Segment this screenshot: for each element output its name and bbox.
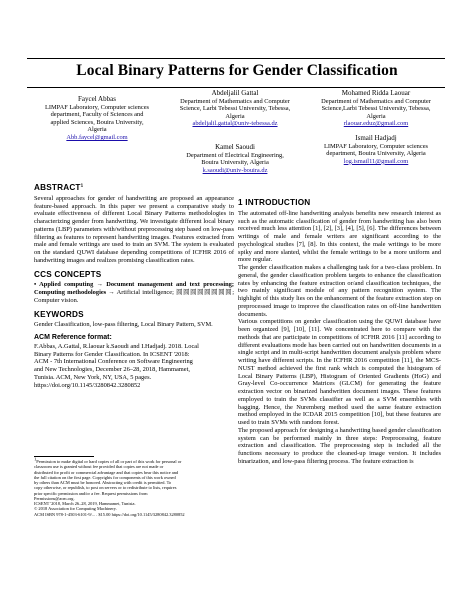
author-block	[306, 135, 446, 165]
footnote-line: classroom use is granted without fee provided that copies are not made or	[34, 464, 164, 470]
right-column	[238, 199, 441, 466]
footnote-line: the full citation on the first page. Copyrights for components of this work owned	[34, 474, 176, 480]
keywords-text: Gender Classification, low-pass filtering, Local Binary Pattern, SVM.	[34, 321, 213, 329]
footnote-line: ICSENT '2018, March 26–28, 2019, Hammamet, Tunisia.	[34, 501, 136, 506]
footnote-line: © 2018 Association for Computing Machinery.	[34, 506, 117, 512]
footnote-line: Permissions@acm.org.	[34, 495, 75, 501]
author-affiliation: LIMPAF Laboratory, Computer sciences	[44, 103, 150, 111]
author-name: Faycel Abbas	[78, 95, 116, 103]
footnote-line: by others than ACM must be honored. Abstracting with credit is permitted. To	[34, 480, 172, 485]
intro-paragraph: The gender classification makes a challenging task for a two-class problem. In general, the gender classification problem targets to enhance the classification rates by enhancing the feature extraction or/and classification techniques, the two mainly significant module of any pattern recognition system. The highlight of this study lies on the enhancement of the feature extraction step on preprocessed image to improve the classification rates on off-line handwritten documents.	[238, 264, 441, 318]
author-email-link[interactable]: rlaouar.eduz@gmail.com	[343, 120, 409, 128]
title-rule-top	[27, 58, 445, 59]
author-name: Mohamed Ridda Laouar	[341, 89, 411, 97]
reference-doi-link[interactable]: https://doi.org/10.1145/3280842.3280852	[34, 381, 141, 389]
author-block	[34, 96, 160, 142]
footnote-line: copy otherwise, or republish, to post on servers or to redistribute to lists, requires	[34, 485, 177, 491]
abstract-footnote-marker: 1	[80, 182, 84, 188]
footnote-rule	[34, 456, 94, 457]
author-affiliation: Algeria	[225, 112, 245, 120]
abstract-text: Several approaches for gender of handwriting are proposed an appearance feature-based approach. In this paper we present a comparative study to evaluate effectiveness of different Local Binary Patterns methodologies in characterizing gender from handwriting. We investigate different local binary patterns (LBP) parameters with/without preprocessing step based on low-pass filtering as features to represent handwriting images. Features extracted from male and female writings are used to train an SVM. The system is evaluated on the standard QUWI database depending competitions of ICFHR 2016 of handwriting images and realizes promising classification rates.	[34, 194, 234, 264]
author-email-link[interactable]: k.saoudi@univ-bouira.dz	[202, 166, 268, 174]
author-affiliation: Department of Mathematics and Computer	[321, 97, 431, 105]
author-affiliation: department, Faculty of Sciences and	[50, 111, 144, 119]
footnote-line: ACM ISBN 978-1-4503-6101-9/... . $15.00 https://doi.org/10.1145/3280842.3280852	[34, 511, 185, 517]
title-rule-bottom	[27, 87, 445, 88]
left-column	[34, 184, 234, 389]
author-affiliation: Department of Electrical Engineering,	[186, 151, 284, 159]
ccs-heading: CCS CONCEPTS	[34, 269, 102, 279]
keywords-heading: KEYWORDS	[34, 309, 84, 319]
author-affiliation: Science,Larbi Tebessi University, Tebessa,	[321, 105, 431, 113]
footnote-line: $^1$Permission to make digital or hard copies of all or part of this work for personal or	[34, 456, 182, 464]
author-name: Ismail Hadjadj	[355, 134, 397, 142]
footnote-marker: 1	[34, 456, 37, 462]
reference-line: and New Technologies, December 26–28, 2018, Hammamet,	[34, 366, 190, 373]
reference-format-heading: ACM Reference format:	[34, 334, 112, 341]
author-affiliation: Algeria	[366, 112, 386, 120]
footnote-line: prior specific permission and/or a fee. Request permissions from	[34, 490, 148, 496]
reference-line: Tunisia. ACM, New York, NY, USA, 5 pages.	[34, 373, 152, 381]
author-email-link[interactable]: abdeljalil.gattal@univ-tebessa.dz	[192, 120, 278, 128]
author-name: Kamel Saoudi	[215, 143, 255, 151]
author-affiliation: applied Sciences, Bouira University,	[50, 118, 144, 126]
footnote-line: distributed for profit or commercial advantage and that copies bear this notice and	[34, 469, 179, 475]
author-email-link[interactable]: Abb.faycel@gmail.com	[66, 133, 128, 141]
author-affiliation: Algeria	[87, 126, 107, 134]
introduction-heading: 1 INTRODUCTION	[238, 198, 311, 207]
reference-line: Binary Patterns for Gender Classification. In ICSENT '2018:	[34, 350, 190, 358]
paper-title: Local Binary Patterns for Gender Classification	[76, 62, 398, 79]
reference-line: F.Abbas, A.Gattal, R.laouar k.Saoudi and I.Hadjadj. 2018. Local	[34, 342, 199, 350]
reference-line: ACM - 7th International Conference on Software Engineering	[34, 358, 193, 366]
intro-paragraph: The proposed approach for designing a handwriting based gender classification system can be performed mainly in three steps: Preprocessing, feature extraction and classification. The preprocessing step is included all the functions necessary to produce the cleaned-up image version. It includes binarization, and low-pass filtering process. The feature extraction is	[238, 426, 441, 465]
author-affiliation: Science, Larbi Tebessi University, Tebessa,	[179, 105, 291, 113]
author-block	[160, 90, 310, 128]
author-affiliation: department, Bouira University, Algeria	[326, 150, 426, 158]
author-affiliation: LIMPAF Laboratory, Computer sciences	[323, 142, 429, 150]
author-block	[306, 90, 446, 128]
intro-paragraph: Various competitions on gender classification using the QUWI database have been organized [9], [10], [11]. We concentrated here to compare with the methods that are participate in competitions of ICFHR 2016 [11] according to different evaluations mode has been carried out on handwritten documents in a single script and in multi-script handwritten document analysis problem where writing have different scripts. In the ICFHR 2016 competition [11], the MCS-NUST method achieved the first rank which is computed the histogram of Local Binary Patterns (LBP), Histogram of Oriented Gradients (HoG) and Gray-level Co-occurrence Matrices (GLCM) for generating the feature extraction vector on binarized handwritten document images. These features employed to train the SVMs classifier as well as a SVM ensembles with bagging. Hence, the Nuremberg method used the same feature extraction method employed in the ICDAR 2015 competition [10], but these features are used to train SVMs with random forest.	[238, 318, 441, 426]
author-block	[160, 144, 310, 174]
author-affiliation: Bouira University, Algeria	[201, 159, 269, 167]
ccs-text: • Applied computing → Document management and text processing; Computing methodologies → Artificial intelligence; 圆圆圆圆圆圆圆圆; Computer vision.	[34, 281, 235, 304]
intro-paragraph: The automated off-line handwriting analysis benefits new research interest as such as the automatic classification of gender from handwriting has also been received much less attention [1], [2], [3], [4], [5], [6]. The differences between writings of male and female writers are significant according to the psychological studies [7], [8]. In this context, the male writings to be more spiky and more slanted, whilst the female writings to be a more uniform and more regular.	[238, 209, 441, 264]
author-affiliation: Department of Mathematics and Computer	[180, 97, 290, 105]
author-name: Abdeljalil Gattal	[211, 89, 259, 97]
copyright-footnote	[34, 456, 234, 517]
abstract-heading: ABSTRACT$^1$	[34, 182, 84, 192]
author-email-link[interactable]: log.ismail11@gmail.com	[343, 157, 409, 165]
